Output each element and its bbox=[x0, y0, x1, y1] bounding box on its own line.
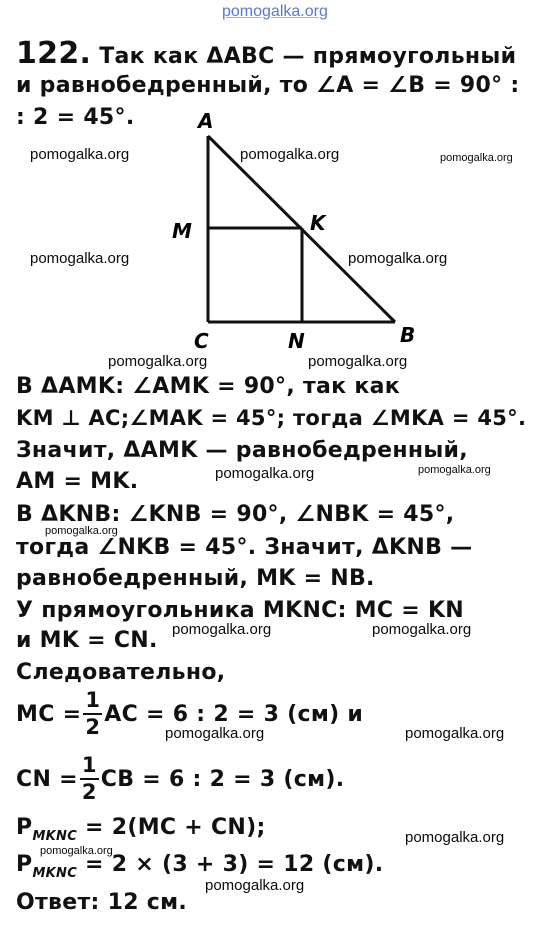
watermark: pomogalka.org bbox=[418, 464, 491, 476]
fraction-numerator: 1 bbox=[83, 690, 102, 715]
formula-mc-lhs: MC = bbox=[16, 701, 82, 727]
watermark-top[interactable]: pomogalka.org bbox=[222, 3, 328, 20]
watermark: pomogalka.org bbox=[405, 829, 505, 846]
watermark: pomogalka.org bbox=[165, 725, 265, 742]
watermark: pomogalka.org bbox=[240, 146, 340, 163]
watermark: pomogalka.org bbox=[308, 353, 408, 370]
formula-mc-rhs: AC = 6 : 2 = 3 (см) и bbox=[104, 701, 364, 727]
watermark: pomogalka.org bbox=[440, 152, 513, 164]
perimeter-subscript: MKNC bbox=[32, 866, 78, 881]
formula-cn bbox=[16, 755, 344, 803]
conclusion: Следовательно, bbox=[16, 660, 226, 685]
problem-intro: Так как ΔABC — прямоугольный bbox=[99, 44, 517, 69]
perimeter-expression: = 2(MC + CN); bbox=[77, 815, 266, 840]
fraction-denominator: 2 bbox=[85, 715, 101, 739]
problem-line-2: и равнобедренный, то ∠A = ∠B = 90° : bbox=[16, 73, 520, 98]
label-c: C bbox=[194, 329, 209, 353]
label-k: K bbox=[310, 211, 326, 235]
watermark: pomogalka.org bbox=[172, 621, 272, 638]
formula-cn-lhs: CN = bbox=[16, 766, 78, 792]
fraction-numerator: 1 bbox=[80, 755, 99, 780]
perimeter-value: = 2 × (3 + 3) = 12 (см). bbox=[77, 852, 384, 877]
perimeter-letter: P bbox=[16, 815, 33, 840]
problem-line-1 bbox=[16, 36, 516, 71]
answer: Ответ: 12 см. bbox=[16, 890, 188, 915]
amk-line-4: AM = MK. bbox=[16, 469, 139, 494]
watermark: pomogalka.org bbox=[372, 621, 472, 638]
amk-line-3: Значит, ΔAMK — равнобедренный, bbox=[16, 438, 468, 463]
triangle-figure bbox=[160, 108, 430, 363]
fraction-half bbox=[80, 755, 99, 803]
problem-number: 122. bbox=[16, 36, 92, 71]
perimeter-line-2 bbox=[16, 852, 383, 881]
perimeter-letter: P bbox=[16, 852, 33, 877]
label-m: M bbox=[172, 219, 192, 243]
watermark: pomogalka.org bbox=[30, 146, 130, 163]
watermark: pomogalka.org bbox=[108, 353, 208, 370]
knb-line-1: В ΔKNB: ∠KNB = 90°, ∠NBK = 45°, bbox=[16, 502, 455, 527]
watermark: pomogalka.org bbox=[30, 250, 130, 267]
watermark: pomogalka.org bbox=[405, 725, 505, 742]
watermark: pomogalka.org bbox=[205, 877, 305, 894]
formula-mc bbox=[16, 690, 363, 738]
amk-line-2: KM ⊥ AC;∠MAK = 45°; тогда ∠MKA = 45°. bbox=[16, 406, 527, 430]
watermark: pomogalka.org bbox=[45, 525, 118, 537]
rect-line-1: У прямоугольника MKNC: MC = KN bbox=[16, 598, 465, 623]
watermark: pomogalka.org bbox=[40, 845, 113, 857]
problem-line-3: : 2 = 45°. bbox=[16, 105, 135, 130]
perimeter-subscript: MKNC bbox=[32, 829, 78, 844]
label-n: N bbox=[288, 329, 305, 353]
watermark: pomogalka.org bbox=[348, 250, 448, 267]
label-a: A bbox=[198, 109, 214, 133]
perimeter-line-1 bbox=[16, 815, 266, 844]
watermark: pomogalka.org bbox=[215, 465, 315, 482]
knb-line-2: тогда ∠NKB = 45°. Значит, ΔKNB — bbox=[16, 535, 473, 560]
label-b: B bbox=[400, 323, 416, 347]
knb-line-3: равнобедренный, MK = NB. bbox=[16, 566, 375, 591]
formula-cn-rhs: CB = 6 : 2 = 3 (см). bbox=[100, 766, 345, 792]
fraction-denominator: 2 bbox=[81, 780, 97, 804]
amk-line-1: В ΔAMK: ∠AMK = 90°, так как bbox=[16, 374, 400, 399]
rect-line-2: и MK = CN. bbox=[16, 628, 158, 653]
fraction-half bbox=[83, 690, 102, 738]
